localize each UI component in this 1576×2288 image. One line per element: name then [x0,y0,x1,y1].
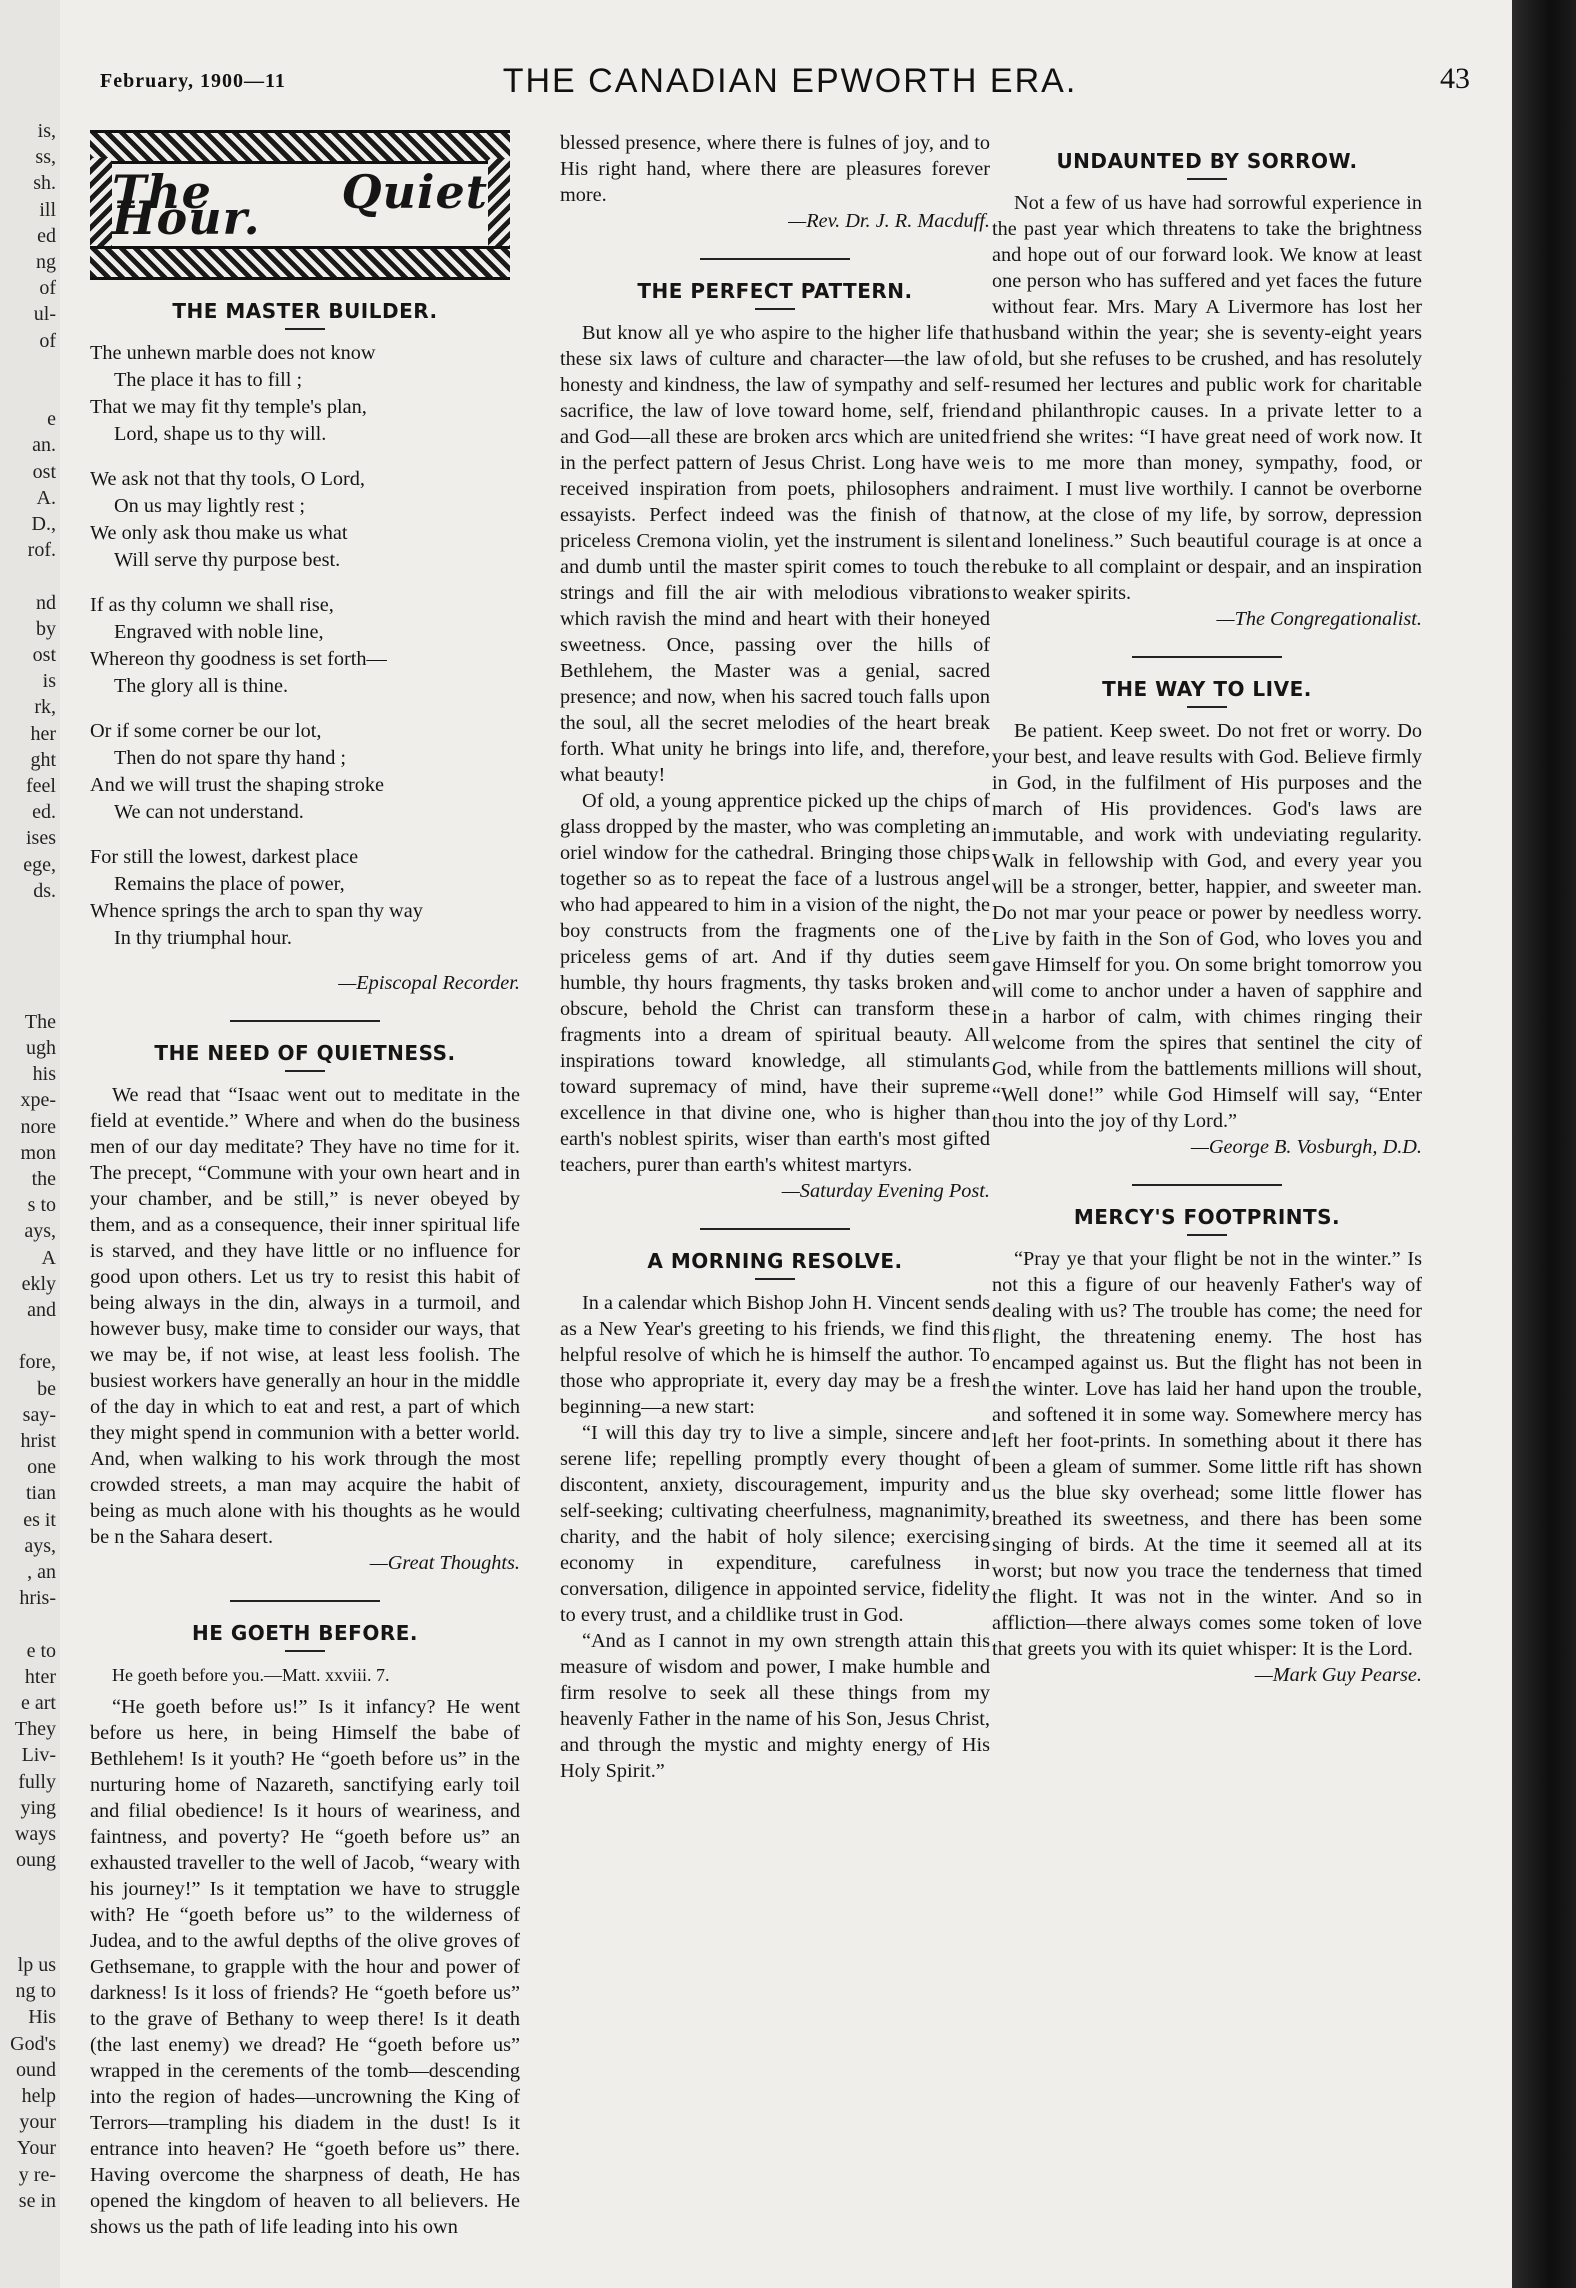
heading-rule [755,1278,795,1280]
poem-line: Lord, shape us to thy will. [114,423,327,445]
prev-page-fragment: hter [24,1665,56,1688]
prev-page-fragment: oung [16,1849,56,1872]
prev-page-fragment: D., [31,513,56,535]
article-heading-way-to-live: THE WAY TO LIVE. [1102,677,1312,701]
page-number: 43 [1440,62,1470,95]
poem-line: For still the lowest, darkest place [90,846,359,868]
prev-page-fragment: ugh [26,1037,56,1059]
prev-page-fragment: , an [27,1561,56,1583]
poem-line: On us may lightly rest ; [114,495,305,517]
prev-page-fragment: be [37,1377,56,1400]
poem-line: Whence springs the arch to span thy way [90,900,423,922]
prev-page-fragment: ul- [33,303,56,326]
article-body-continued: blessed presence, where there is fulnes of joy, and to His right hand, where there are pleasures forever more. [560,132,990,206]
prev-page-fragment: by [36,617,56,640]
poem-line: We only ask thou make us what [90,522,348,544]
poem-stanza [90,844,520,952]
prev-page-fragment: nd [36,591,56,614]
prev-page-fragment: ays, [24,1220,56,1243]
prev-page-fragment: e to [26,1639,56,1662]
article-body: Not a few of us have had sorrowful experience in the past year which threatens to take the brightness and hope out of our forward look. We know at least one person who has suffered and yet faces the future without fear. Mrs. Mary A Livermore has lost her husband within the year; she is seventy-eight years old, but she refuses to be crushed, and has resolutely resumed her lectures and public work for charitable and philanthropic causes. In a private letter to a friend she writes: “I have great need of work now. It is to me more than money, sympathy, food, or raiment. I must live worthily. I cannot be overborne now, at the close of my life, by sorrow, depression and loneliness.” Such beautiful courage is at once a rebuke to all complaint or despair, and an inspiration to weaker spirits. [992,192,1422,604]
issue-date: February, 1900—11 [100,70,286,92]
ornamental-border-left [90,158,112,252]
poem-line: Remains the place of power, [114,873,345,895]
article-heading-undaunted: UNDAUNTED BY SORROW. [1056,149,1358,173]
prev-page-fragment: ound [16,2058,56,2081]
prev-page-fragment: ng to [15,1980,56,2003]
prev-page-fragment: the [31,1168,56,1190]
poem-stanza [90,718,520,826]
prev-page-fragment: hrist [20,1430,56,1452]
prev-page-fragment: of [39,277,56,300]
citation: —Rev. Dr. J. R. Macduff. [788,210,990,232]
prev-page-fragment: feel [26,775,56,797]
article-body: “I will this day try to live a simple, sincere and serene life; repelling promptly every thought of discontent, anxiety, discouragement, impurity and self-seeking; cultivating cheerfulness, magnanimity, charity, and the habit of holy silence; exercising economy in expenditure, carefulness in conversation, diligence in appointed service, fidelity to every trust, and a childlike trust in God. [560,1422,990,1626]
scripture-epigraph: He goeth before you.—Matt. xxviii. 7. [112,1665,390,1685]
poem-line: Will serve thy purpose best. [114,549,341,571]
newspaper-page [60,0,1512,2288]
poem-line: The place it has to fill ; [114,369,303,391]
poem-master-builder [90,340,520,952]
prev-page-fragment: ed. [32,801,56,824]
heading-rule [1187,178,1227,180]
prev-page-fragment: is [42,670,56,693]
poem-line: We can not understand. [114,801,304,823]
article-heading-morning-resolve: A MORNING RESOLVE. [647,1249,903,1273]
article-separator [1132,1184,1282,1186]
poem-stanza [90,466,520,574]
heading-rule [1187,706,1227,708]
prev-page-fragment: his [32,1063,56,1086]
previous-page-edge [0,0,62,2288]
article-body: In a calendar which Bishop John H. Vincent sends as a New Year's greeting to his friends, we find this helpful resolve of which he is himself the author. To those who appropriate it, every day may be a fresh beginning—a new start: [560,1292,990,1418]
article-separator [1132,656,1282,658]
prev-page-fragment: one [27,1456,56,1479]
book-binding-edge [1512,0,1576,2288]
prev-page-fragment: ways [14,1823,56,1845]
article-heading-need-of-quietness: THE NEED OF QUIETNESS. [154,1041,456,1065]
article-body-flowing: “He goeth before us!” Is it infancy? He went before us here, in being Himself the babe of Bethlehem! Is it youth? He “goeth before us” in the nurturing home of Nazareth, sanctifying early toil and filial obedience! Is it hours of weariness, and faintness, and poverty? He “goeth before us” an exhausted traveller to the well of Jacob, “weary with his journey!” Is it temptation we have to struggle with? He “goeth before us” to the wilderness of Judea, and to the awful depths of the olive groves of Gethsemane, to grapple with the hour and power of darkness! Is it loss of friends? He “goeth before us” to the grave of Bethany to weep there! Is it death (the last enemy) we dread? He “goeth before us” wrapped in the cerements of the tomb—descending into the region of hades—uncrowning the King of Terrors—trampling his diadem in the dust! Is it entrance into heaven? He “goeth before us” there. Having overcome the sharpness of death, He has opened the kingdom of heaven to all believers. He shows us the path of life leading into his own [90,1696,520,2238]
prev-page-fragment: ege, [23,853,56,876]
prev-page-fragment: fully [18,1770,56,1793]
column-2 [560,130,990,2250]
prev-page-fragment: ss, [35,146,56,169]
prev-page-fragment: ed [37,224,56,247]
prev-page-fragment: nore [20,1115,56,1138]
prev-page-fragment: tian [26,1482,56,1505]
prev-page-fragment: A. [36,486,56,509]
prev-page-fragment: rof. [27,539,56,562]
ornamental-border-bottom [90,246,510,280]
poem-line: Then do not spare thy hand ; [114,747,347,769]
poem-line: In thy triumphal hour. [114,927,293,949]
heading-rule [285,328,325,330]
article-separator [700,1228,850,1230]
prev-page-fragment: rk, [34,696,56,719]
article-body: “And as I cannot in my own strength attain this measure of wisdom and power, I make humble and firm resolve to seek all these things from my heavenly Father in the name of his Son, Jesus Christ, and through the mystic and mighty energy of His Holy Spirit.” [560,1630,990,1782]
prev-page-fragment: ying [20,1796,56,1819]
column-1 [90,130,520,2250]
poem-line: The glory all is thine. [114,675,289,697]
prev-page-fragment: They [14,1718,56,1741]
prev-page-fragment: and [27,1299,56,1321]
poem-line: That we may fit thy temple's plan, [90,396,367,418]
prev-page-fragment: ises [26,827,56,850]
prev-page-fragment: an. [32,434,56,457]
poem-line: Whereon thy goodness is set forth— [90,648,387,670]
prev-page-fragment: fore, [18,1351,56,1374]
citation: —Great Thoughts. [369,1552,520,1574]
article-body: Of old, a young apprentice picked up the chips of glass dropped by the master, who was completing an oriel window for the cathedral. Bringing those chips together so as to repeat the face of a lustrous angel who had appeared to him in a vision of the night, the boy constructs from the fragments one of the priceless gems of art. And if thy duties seem humble, thy hours fragments, thy tasks broken and obscure, behold the Christ can transform these fragments into a dream of spiritual beauty. All inspirations toward knowledge, all stimulants toward supremacy of mind, have their supreme excellence in that divine one, who is higher than earth's noblest spirits, wiser than earth's most gifted teachers, purer than earth's whitest martyrs. [560,790,990,1176]
section-title: The Quiet Hour. [112,165,488,245]
poem-line: We ask not that thy tools, O Lord, [90,468,365,490]
publication-title: THE CANADIAN EPWORTH ERA. [502,62,1078,100]
heading-rule [1187,1234,1227,1236]
prev-page-fragment: His [28,2006,56,2029]
poem-line: And we will trust the shaping stroke [90,774,385,796]
prev-page-fragment: God's [10,2032,56,2055]
prev-page-fragment: s to [27,1194,56,1217]
prev-page-fragment: her [30,722,56,745]
heading-rule [285,1070,325,1072]
citation: —Saturday Evening Post. [781,1180,990,1202]
prev-page-fragment: lp us [17,1954,56,1976]
prev-page-fragment: of [39,329,56,352]
prev-page-fragment: e art [21,1692,56,1714]
article-heading-mercys-footprints: MERCY'S FOOTPRINTS. [1073,1205,1341,1229]
prev-page-fragment: ds. [33,879,56,902]
heading-rule [755,308,795,310]
article-body: We read that “Isaac went out to meditate in the field at eventide.” Where and when do the business men of our day meditate? They have no time for it. The precept, “Commune with your own heart and in your chamber, and be still,” is never obeyed by them, and as a consequence, their inner spiritual life is starved, and they have little or no influence for good upon others. Let us try to resist this habit of being always in the din, always in a turmoil, and however busy, make time to consider our ways, that we may be, if not wise, at least less foolish. The busiest workers have generally an hour in the middle of the day in which to eat and rest, a part of which they might spend in communion with a better world. And, when walking to his work through the most crowded streets, a man may acquire the habit of being as much alone with his thoughts as he would be n the Sahara desert. [90,1084,520,1548]
poem-stanza [90,592,520,700]
prev-page-fragment: ost [32,644,56,666]
prev-page-fragment: e [47,408,56,431]
article-separator [230,1020,380,1022]
prev-page-fragment: ght [30,748,56,771]
citation: —George B. Vosburgh, D.D. [1190,1136,1422,1158]
prev-page-fragment: mon [20,1141,56,1164]
ornamental-border-right [488,158,510,252]
heading-rule [285,1650,325,1652]
article-separator [230,1600,380,1602]
prev-page-fragment: es it [23,1508,56,1531]
prev-page-fragment: help [21,2085,56,2107]
poem-stanza [90,340,520,448]
prev-page-fragment: Liv- [21,1744,56,1767]
prev-page-fragment: ost [32,460,56,483]
citation: —The Congregationalist. [1216,608,1422,630]
article-body: Be patient. Keep sweet. Do not fret or worry. Do your best, and leave results with God. Believe firmly in God, in the fulfilment of His purposes and the march of His providences. God's laws are immutable, and work with undeviating regularity. Walk in fellowship with God, and every year you will be a stronger, better, happier, and sweeter man. Do not mar your peace or power by needless worry. Live by faith in the Son of God, who loves you and gave Himself for you. On some bright tomorrow you will come to anchor under a haven of sapphire and in a harbor of calm, with chimes ringing their welcome from the spires that sentinel the city of God, while from the battlements millions will shout, “Well done!” while God Himself will say, “Enter thou into the joy of thy Lord.” [992,720,1422,1132]
prev-page-fragment: ekly [21,1272,56,1295]
article-heading-perfect-pattern: THE PERFECT PATTERN. [637,279,913,303]
article-body: But know all ye who aspire to the higher life that these six laws of culture and character—the law of honesty and kindness, the law of sympathy and self-sacrifice, the law of love toward home, self, friend and God—all these are broken arcs which are united in the perfect pattern of Jesus Christ. Long have we received inspiration from poets, philosophers and essayists. Perfect indeed was the finish of that priceless Cremona violin, yet the instrument is silent and dumb until the master spirit comes to touch the strings and fill the air with melodious vibrations which ravish the mind and heart with their honeyed sweetness. Once, passing over the hills of Bethlehem, the Master was a genial, sacred presence; and now, when his sacred touch falls upon the soul, all the secret melodies of the heart break forth. What unity he brings into life, and, therefore, what beauty! [560,322,990,786]
prev-page-fragment: hris- [19,1587,56,1610]
prev-page-fragment: se in [18,2189,56,2212]
poem-line: Or if some corner be our lot, [90,720,322,742]
prev-page-fragment: sh. [33,172,56,195]
article-heading-master-builder: THE MASTER BUILDER. [172,299,438,323]
prev-page-fragment: y re- [18,2163,56,2186]
section-banner [90,130,510,280]
prev-page-fragment: xpe- [20,1089,56,1112]
article-separator [700,258,850,260]
prev-page-fragment: is, [37,120,56,142]
column-3 [992,130,1422,2250]
prev-page-fragment: ays, [24,1534,56,1557]
poem-line: Engraved with noble line, [114,621,324,643]
prev-page-fragment: say- [22,1403,56,1426]
prev-page-fragment: ill [39,198,56,221]
article-heading-he-goeth-before: HE GOETH BEFORE. [191,1621,419,1645]
citation: —Episcopal Recorder. [338,972,520,994]
prev-page-fragment: Your [16,2137,56,2160]
poem-line: The unhewn marble does not know [90,342,376,364]
prev-page-fragment: ng [36,251,56,273]
article-body: “Pray ye that your flight be not in the winter.” Is not this a figure of our heavenly Father's way of dealing with us? The trouble has come; the need for flight, the threatening enemy. The host has encamped against us. But the flight has not been in the winter. Love has laid her hand upon the trouble, and softened it in some way. Somewhere mercy has left her foot-prints. In something about it there has been a gleam of summer. Some little rift has shown us the blue sky overhead; some little flower has breathed its sweetness, and there has been some singing of birds. At the time it seemed all at its worst; but now you trace the tenderness that timed the flight. It was not in the winter. And so in affliction—there always comes some token of love that greets you with its quiet whisper: It is the Lord. [992,1248,1422,1660]
prev-page-fragment: A [41,1246,56,1269]
prev-page-fragment: The [24,1010,56,1033]
prev-page-fragment: your [19,2111,56,2134]
page-header [100,62,1480,106]
citation: —Mark Guy Pearse. [1254,1664,1422,1686]
poem-line: If as thy column we shall rise, [90,594,334,616]
